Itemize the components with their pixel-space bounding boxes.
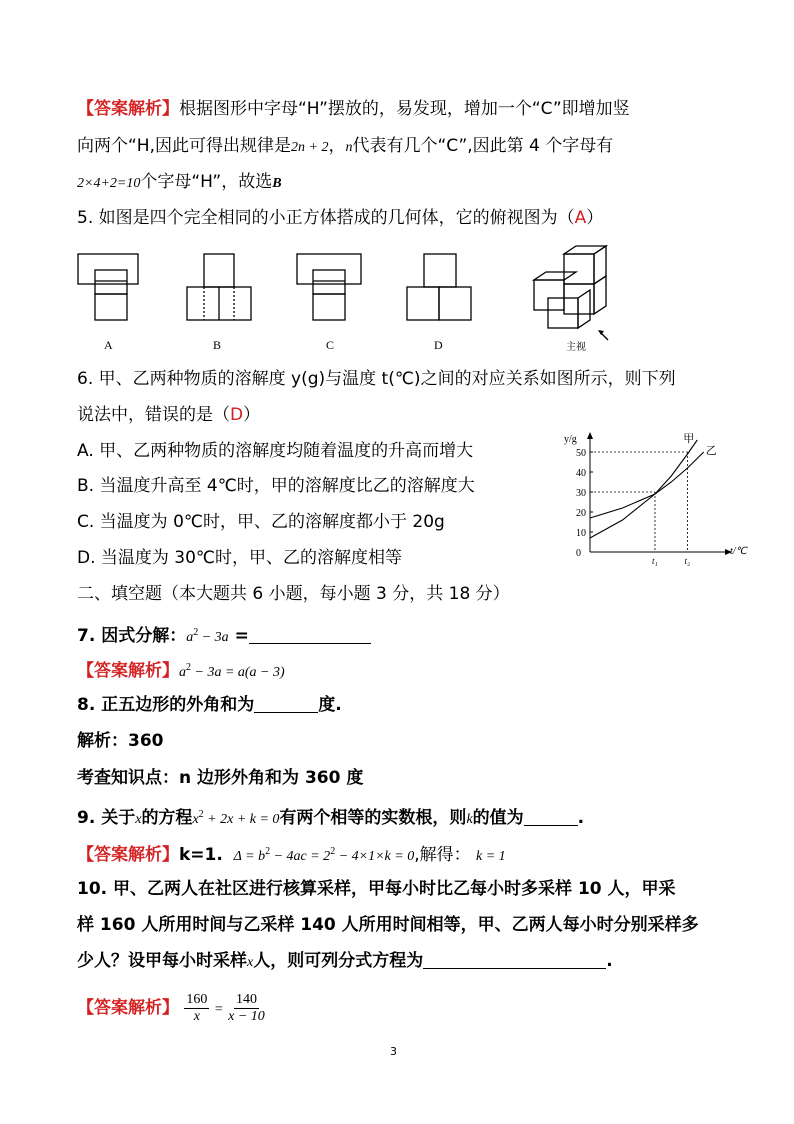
option-a-figure	[78, 254, 138, 320]
q10-stem-line2: 样 160 人所用时间与乙采样 140 人所用时间相等，甲、乙两人每小时分别采样多	[77, 915, 699, 935]
q9-stem: 9. 关于x的方程$x^2 + 2x + k = 0$有两个相等的实数根，则k的值为 .	[77, 808, 585, 828]
option-c-label: C	[326, 338, 335, 352]
q6-option-c: C. 当温度为 0℃时，甲、乙的溶解度都小于 20g	[77, 512, 445, 532]
fraction-left: $\frac{160}{x}$	[186, 991, 208, 1024]
q8-analysis: 解析：360	[77, 731, 164, 751]
q4-answer-line2: 向两个“H,因此可得出规律是2n + 2，n代表有几个“C”,因此第 4 个字母有	[77, 136, 614, 156]
option-c-figure	[297, 254, 361, 320]
q4-answer-line3: 2×4+2=10个字母“H”，故选B	[77, 172, 282, 192]
series-line-yi	[590, 452, 704, 518]
y-axis-arrow	[587, 432, 593, 439]
q8-stem: 8. 正五边形的外角和为 度.	[77, 695, 342, 715]
q5-stem: 5. 如图是四个完全相同的小正方体搭成的几何体，它的俯视图为（A）	[77, 208, 604, 228]
q10-answer: 【答案解析】 $\frac{160}{x}$ = $\frac{140}{x - 10}$	[77, 991, 265, 1024]
fraction-right: $\frac{140}{x - 10}$	[228, 991, 265, 1024]
q4-answer-line1: 【答案解析】根据图形中字母“H”摆放的，易发现，增加一个“C”即增加竖	[77, 99, 630, 119]
cube-solid-figure	[534, 246, 606, 328]
y-axis-label: y/g	[564, 434, 577, 445]
q8-knowledge: 考查知识点：n 边形外角和为 360 度	[77, 768, 364, 788]
q6-option-b: B. 当温度升高至 4℃时，甲的溶解度比乙的溶解度大	[77, 476, 475, 496]
option-b-figure	[187, 254, 251, 320]
section-2-heading: 二、填空题（本大题共 6 小题，每小题 3 分，共 18 分）	[77, 584, 510, 604]
page-number: 3	[390, 1045, 397, 1058]
q9-answer: 【答案解析】k=1. $\Delta = b^2 - 4ac = 2^2 - 4\times 1\times k = 0$,解得： k = 1	[77, 845, 506, 865]
y-tick-label: 10	[576, 528, 586, 539]
y-tick-label: 40	[576, 468, 586, 479]
q10-answer-blank[interactable]	[423, 950, 606, 969]
option-d-label: D	[434, 338, 443, 352]
q5-answer: A	[574, 208, 587, 228]
y-tick-label: 20	[576, 508, 586, 519]
q10-stem-line1: 10. 甲、乙两人在社区进行核算采样，甲每小时比乙每小时多采样 10 人，甲采	[77, 879, 676, 899]
q7-answer-blank[interactable]	[249, 625, 371, 644]
option-a-label: A	[104, 338, 113, 352]
answer-tag: 【答案解析】	[77, 998, 179, 1018]
x-tick-label: t₂	[684, 556, 691, 566]
series-line-jia	[590, 440, 697, 538]
y-tick-label: 30	[576, 488, 586, 499]
q6-option-a: A. 甲、乙两种物质的溶解度均随着温度的升高而增大	[77, 441, 474, 461]
q6-stem-line1: 6. 甲、乙两种物质的溶解度 y(g)与温度 t(℃)之间的对应关系如图所示，则下列	[77, 369, 676, 389]
x-tick-label: t₁	[652, 556, 658, 566]
q6-option-d: D. 当温度为 30℃时，甲、乙的溶解度相等	[77, 548, 403, 568]
option-d-figure	[407, 254, 471, 320]
answer-tag: 【答案解析】	[77, 99, 179, 119]
q9-answer-blank[interactable]	[524, 807, 578, 826]
front-view-label: 主视	[566, 342, 586, 353]
q8-answer-blank[interactable]	[254, 694, 318, 713]
answer-tag: 【答案解析】	[77, 845, 179, 865]
q5-figures	[70, 246, 630, 352]
answer-tag: 【答案解析】	[77, 661, 179, 681]
q7-answer: 【答案解析】$a^2 - 3a = a(a - 3)$	[77, 661, 285, 681]
x-axis-label: t/℃	[730, 546, 747, 557]
series-label-jia: 甲	[683, 433, 695, 445]
q6-stem-line2: 说法中，错误的是（D）	[77, 405, 261, 425]
q10-stem-line3: 少人？设甲每小时采样x人，则可列分式方程为 .	[77, 951, 613, 971]
y-tick-label: 50	[576, 448, 586, 459]
series-label-yi: 乙	[705, 445, 717, 457]
y-tick-label: 0	[576, 548, 581, 559]
q6-answer: D	[230, 405, 244, 425]
option-b-label: B	[213, 338, 222, 352]
solubility-chart	[560, 432, 747, 572]
q7-stem: 7. 因式分解：$a^2 - 3a$ =	[77, 621, 371, 650]
